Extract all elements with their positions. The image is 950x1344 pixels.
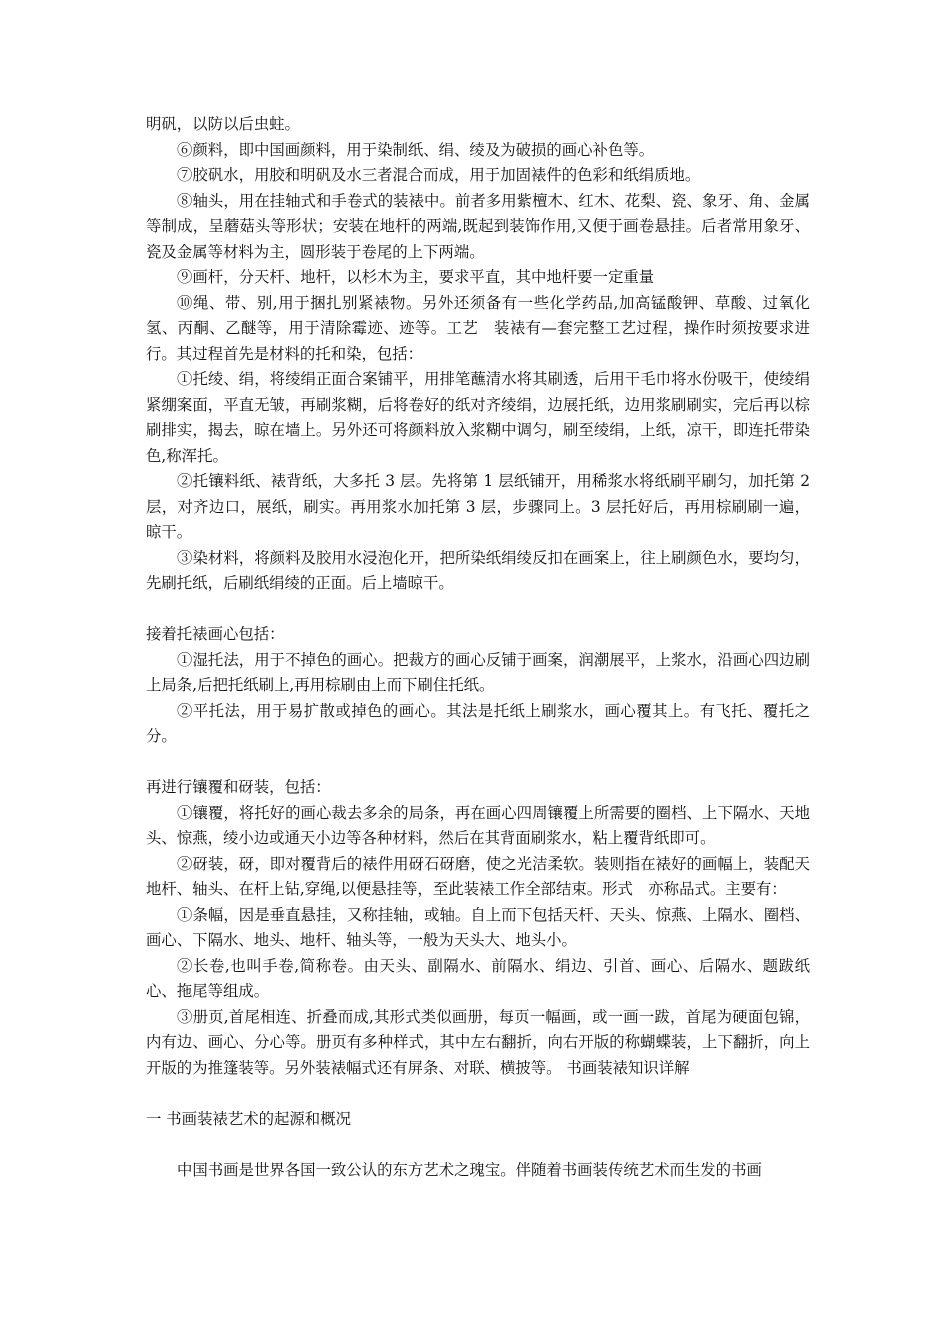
paragraph: ②托镶料纸、裱背纸，大多托 3 层。先将第 1 层纸铺开，用稀浆水将纸刷平刷匀，加托第 2 层，对齐边口，展纸，刷实。再用浆水加托第 3 层，步骤同上。3 层托好后，再用棕刷刷一遍，晾干。 [146,472,810,541]
paragraph: ③染材料，将颜料及胶用水浸泡化开，把所染纸绢绫反扣在画案上，往上刷颜色水，要均匀，先刷托纸，后刷纸绢绫的正面。后上墙晾干。 [146,548,810,592]
paragraph: 再进行镶覆和砑装，包括： [146,778,331,796]
paragraph: ⑧轴头，用在挂轴式和手卷式的装裱中。前者多用紫檀木、红木、花梨、瓷、象牙、角、金属等制成，呈蘑菇头等形状；安装在地杆的两端,既起到装饰作用,又便于画卷悬挂。后者常用象牙、瓷及金属等材料为主，圆形装于卷尾的上下两端。 [146,191,810,261]
blank-line [146,750,810,776]
paragraph: ②长卷,也叫手卷,简称卷。由天头、副隔水、前隔水、绢边、引首、画心、后隔水、题跋纸心、拖尾等组成。 [146,956,810,1000]
blank-line [146,597,810,623]
paragraph: ①托绫、绢，将绫绢正面合案铺平，用排笔蘸清水将其刷透，后用干毛巾将水份吸干，使绫绢紧绷案面，平直无皱，再刷浆糊，后将卷好的纸对齐绫绢，边展托纸，边用浆刷刷实，完后再以棕刷排实，揭去，晾在墙上。另外还可将颜料放入浆糊中调匀，刷至绫绢，上纸，凉干，即连托带染色,称浑托。 [146,370,810,465]
paragraph: ②砑装，砑，即对覆背后的裱件用砑石砑磨，使之光洁柔软。装则指在裱好的画幅上，装配天地杆、轴头、在杆上钻,穿绳,以便悬挂等，至此装裱工作全部结束。形式 亦称品式。主要有： [146,854,810,898]
paragraph: ①条幅，因是垂直悬挂，又称挂轴，或轴。自上而下包括天杆、天头、惊燕、上隔水、圈档、画心、下隔水、地头、地杆、轴头等，一般为天头大、地头小。 [146,905,810,949]
blank-line [146,1081,810,1107]
paragraph: 中国书画是世界各国一致公认的东方艺术之瑰宝。伴随着书画装传统艺术而生发的书画 [177,1160,762,1179]
paragraph: ③册页,首尾相连、折叠而成,其形式类似画册，每页一幅画，或一画一跋，首尾为硬面包锦，内有边、画心、分心等。册页有多种样式，其中左右翻折，向右开版的称蝴蝶装，上下翻折，向上开版的为推篷装等。另外装裱幅式还有屏条、对联、横披等。 书画装裱知识详解 [146,1007,810,1077]
paragraph: ⑦胶矾水，用胶和明矾及水三者混合而成，用于加固裱件的色彩和纸绢质地。 [177,166,701,184]
paragraph: ⑨画杆，分天杆、地杆，以杉木为主，要求平直，其中地杆要一定重量 [177,268,655,286]
section-heading: 一 书画装裱艺术的起源和概况 [146,1109,351,1128]
paragraph: ①镶覆，将托好的画心裁去多余的局条，再在画心四周镶覆上所需要的圈档、上下隔水、天地头、惊燕，绫小边或通天小边等各种材料，然后在其背面刷浆水，粘上覆背纸即可。 [146,803,810,847]
paragraph: ②平托法，用于易扩散或掉色的画心。其法是托纸上刷浆水，画心覆其上。有飞托、覆托之分。 [146,701,810,745]
paragraph: 明矾，以防以后虫蛀。 [146,115,300,133]
blank-line [146,1132,810,1158]
paragraph: ⑥颜料，即中国画颜料，用于染制纸、绢、绫及为破损的画心补色等。 [177,140,655,159]
paragraph: 接着托裱画心包括： [146,625,285,643]
paragraph: ①湿托法，用于不掉色的画心。把裁方的画心反铺于画案，润潮展平，上浆水，沿画心四边刷上局条,后把托纸刷上,再用棕刷由上而下刷住托纸。 [146,650,810,694]
document-body [146,112,810,1183]
paragraph: ⑩绳、带、别,用于捆扎别紧裱物。另外还须备有一些化学药品,加高锰酸钾、草酸、过氧化氢、丙酮、乙醚等，用于清除霉迹、迹等。工艺 装裱有—套完整工艺过程，操作时须按要求进行。其过程首先是材料的托和染，包括： [146,293,810,363]
